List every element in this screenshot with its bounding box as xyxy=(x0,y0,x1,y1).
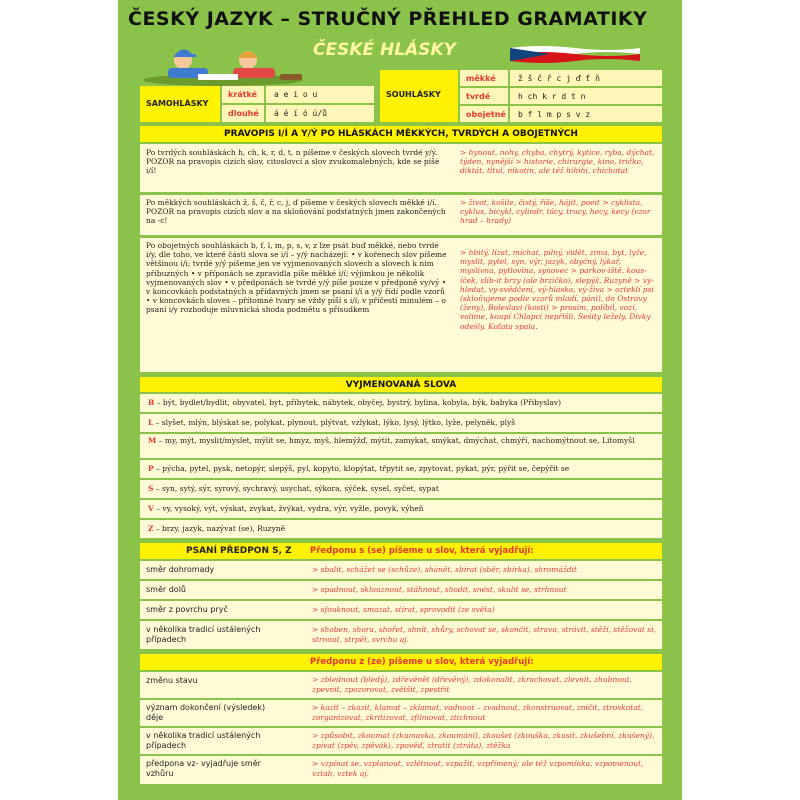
prefix-row-label: směr dolů xyxy=(146,585,186,594)
soft-label: měkké xyxy=(466,74,496,83)
listed-letter: S xyxy=(148,484,154,493)
consonants-label: SOUHLÁSKY xyxy=(386,90,441,99)
hard-values: h ch k r d t n xyxy=(518,92,586,101)
listed-letter: L xyxy=(148,418,154,427)
prefix-s-header-bar xyxy=(140,543,662,559)
vowels-long-values-cell xyxy=(266,105,374,122)
consonants-box xyxy=(380,70,458,122)
soft-cell xyxy=(460,70,508,86)
prefix-row-label: v několika tradicí ustálených případech xyxy=(146,731,261,750)
prefix-row-label: předpona vz- vyjadřuje směr vzhůru xyxy=(146,759,261,778)
prefix-row-label: směr dohromady xyxy=(146,565,215,574)
listed-words: – my, mýt, myslit/myslet, mýlit se, hmyz, myš, hlemýžď, mýtit, zamykat, smýkat, dmýchat, chmýří, nachomýtnout se, Litomyšl xyxy=(158,436,635,445)
soft-values: ž š č ř c j ď ť ň xyxy=(518,74,600,83)
prefix-row-examples: > sfouknout, smazat, stírat, sprovodit (ze světa) xyxy=(312,605,495,614)
both-label: obojetné xyxy=(466,110,506,119)
hard-label: tvrdé xyxy=(466,92,491,101)
prefix-row-examples: > zblednout (bledý), zdřevěnět (dřevěný), zdokonalit, zkrachovat, zlevnit, zhubnout, zpevnit, zpozorovat, zvětšit, zpestřit xyxy=(312,675,633,694)
prefix-row-label: v několika tradicí ustálených případech xyxy=(146,625,261,644)
listed-letter: P xyxy=(148,464,154,473)
listed-words: – být, bydlet/bydlit, obyvatel, byt, příbytek, nábytek, obyčej, bystrý, bylina, kobyla, býk, babyka (Přibyslav) xyxy=(156,398,562,407)
listed-row-v xyxy=(140,500,662,518)
prefix-s-row xyxy=(140,581,662,599)
page-title: ČESKÝ JAZYK – STRUČNÝ PŘEHLED GRAMATIKY xyxy=(128,8,648,30)
prefix-row-examples: > způsobit, zkoumat (zkumavka, zkoumání), zkoušet (zkouška, zkusit, zkušební, zkušený), zpívat (zpěv, zpěvák), zpověď, ztratit (ztráta), ztěžka xyxy=(312,731,655,750)
prefix-z-row xyxy=(140,728,662,754)
vowels-label: SAMOHLÁSKY xyxy=(146,99,209,108)
grammar-sheet xyxy=(118,0,682,800)
prefix-s-row xyxy=(140,561,662,579)
vowels-short-cell xyxy=(222,86,264,103)
prefix-row-examples: > vzpínat se, vzplanout, vzlétnout, vzpažit, vzpřímený; ale též vzpomínka, vzpomenout, vztah, vztek aj. xyxy=(312,759,644,778)
vowels-box xyxy=(140,86,220,122)
prefix-row-examples: > shoben, shora, shořet, shnít, shůry, schovat se, skončit, strava, strávit, stěží, stěžovat si, strnout, strpět, svrchu aj. xyxy=(312,625,656,644)
prefix-row-label: význam dokončení (výsledek) děje xyxy=(146,703,266,722)
prefix-z-row xyxy=(140,756,662,784)
listed-row-m xyxy=(140,434,662,458)
rule-ambiguous-examples: > hbitý, lízat, míchat, pilný, vidět, zima, byt, lyže, myslit, pytel, syn, výr, jazyk, obyčný, lýkař, myslivna, pytlovina, synovec > parkov-iště, kous-íček, slib-it brzy (ale brzičko), slepýš, Ruzyně > vy-hledat, vy-svědčení, vý-hláska, vý-živa > ozteklí psi (skloňujeme podle vzorů mladí, páni), do Ostravy (ženy), Boleslavi (kosti) > prosím, políbil, vozí, volíme, koupí Chlapci nepřišli. Sešity ležely. Dívky odešly. Koťata spala. xyxy=(460,248,654,331)
listed-row-b xyxy=(140,394,662,412)
vowels-short-label: krátké xyxy=(228,90,258,99)
rule-soft xyxy=(140,195,662,235)
prefix-z-header-bar xyxy=(140,654,662,670)
both-values: b f l m p s v z xyxy=(518,110,591,119)
vowels-long-label: dlouhé xyxy=(228,109,259,118)
hard-values-cell xyxy=(510,88,662,104)
listed-row-s xyxy=(140,480,662,498)
rule-soft-text: Po měkkých souhláskách ž, š, č, ř, c, j, ď píšeme v českých slovech měkké i/í. POZOR na pravopis cizích slov a na skloňování podstatných jmen zakončených na -c! xyxy=(146,198,446,226)
vowels-long-cell xyxy=(222,105,264,122)
prefix-z-header: Předponu z (ze) píšeme u slov, která vyjadřují: xyxy=(310,657,534,667)
vowels-short-values-cell xyxy=(266,86,374,103)
vowels-short-values: a e i o u xyxy=(274,90,318,99)
children-illustration xyxy=(138,40,308,88)
czech-flag-icon xyxy=(510,44,640,64)
prefix-row-examples: > kazit – zkazit, klamat – zklamat, vadnout – zvadnout, zkonstruovat, zničit, ztroskotat, zorganizovat, zkritizovat, zfilmovat, ztichnout xyxy=(312,703,644,722)
prefix-s-row xyxy=(140,621,662,649)
subtitle: ČESKÉ HLÁSKY xyxy=(313,40,456,60)
prefix-header: PSANÍ PŘEDPON S, Z xyxy=(186,546,292,556)
listed-row-z xyxy=(140,520,662,538)
listed-letter: M xyxy=(148,436,157,445)
rule-ambiguous-text: Po obojetných souhláskách b, f, l, m, p, s, v, z lze psát buď měkké, nebo tvrdé i/y, dle toho, ve které části slova se i/í – y/ý nacházejí: • v kořenech slov píšeme většinou i/í; tvrdé y/ý píšeme jen ve vyjmenovaných slovech a slovech k nim příbuzných • v příponách se zpravidla píše měkké i/í; výjimkou je několik vyjmenovaných slov • v předponách se tvrdé y/ý píše pouze v předponě vy/vý • v koncovkách podstatných a přídavných jmen se psaní i/í a y/ý řídí podle vzorů • v koncovkách sloves – přítomné tvary se vždy píší s i/í; v příčestí minulém – o psaní i/y rozhoduje mluvnická shoda podmětu s přísudkem xyxy=(146,241,447,315)
prefix-z-row xyxy=(140,672,662,698)
prefix-row-examples: > spadnout, sklouznout, stáhnout, shodit, snést, skulit se, strhnout xyxy=(312,585,567,594)
listed-row-p xyxy=(140,460,662,478)
listed-words: – brzy, jazyk, nazývat (se), Ruzyně xyxy=(155,524,286,533)
rule-ambiguous xyxy=(140,238,662,372)
listed-words: – slyšet, mlýn, blýskat se, polykat, plynout, plýtvat, vzlykat, lýko, lysý, lýtko, lyže, pelyněk, plyš xyxy=(155,418,516,427)
prefix-row-label: změnu stavu xyxy=(146,676,198,685)
listed-words: – syn, sytý, sýr, syrový, sychravý, usychat, sýkora, sýček, sysel, syčet, sypat xyxy=(155,484,439,493)
both-cell xyxy=(460,106,508,122)
listed-header: VYJMENOVANÁ SLOVA xyxy=(345,380,457,390)
spelling-header: PRAVOPIS I/Í A Y/Ý PO HLÁSKÁCH MĚKKÝCH, TVRDÝCH A OBOJETNÝCH xyxy=(224,129,578,139)
listed-letter: Z xyxy=(148,524,154,533)
listed-row-l xyxy=(140,414,662,432)
prefix-s-header: Předponu s (se) píšeme u slov, která vyjadřují: xyxy=(310,546,534,556)
rule-soft-examples: > život, košile, čistý, říše, hájit, poeit > cyklista, cyklus, bicykl, cylindr, tácy, trucy, hecy, kecy (vzor hrad – hrady) xyxy=(460,198,651,226)
prefix-row-label: směr z povrchu pryč xyxy=(146,605,228,614)
rule-hard-examples: > hynout, nohy, chyba, chytrý, kytice, ryba, dýchat, týden, nynější > historie, chirurgie, kino, tričko, diktát, titul, nikotin, ale též hihihi, chichotat xyxy=(460,148,655,176)
listed-letter: V xyxy=(148,504,154,513)
rule-hard xyxy=(140,144,662,192)
hard-cell xyxy=(460,88,508,104)
listed-letter: B xyxy=(148,398,155,407)
prefix-s-row xyxy=(140,601,662,619)
listed-words: – pýcha, pytel, pysk, netopýr, slepýš, pyl, kopyto, klopýtat, třpytit se, zpytovat, pykat, pýr, pýřit se, čepýřit se xyxy=(156,464,570,473)
soft-values-cell xyxy=(510,70,662,86)
listed-words: – vy, vysoký, výt, výskat, zvykat, žvýkat, vydra, výr, vyžle, povyk, výheň xyxy=(156,504,424,513)
both-values-cell xyxy=(510,106,662,122)
prefix-z-row xyxy=(140,700,662,726)
rule-hard-text: Po tvrdých souhláskách h, ch, k, r, d, t, n píšeme v českých slovech tvrdé y/ý. POZOR na pravopis cizích slov, citoslovcí a slov zvukomalebných, kde se píše i/í! xyxy=(146,148,440,176)
prefix-row-examples: > sbalit, schážet se (schůze), shánět, sbírat (sběr, sbírka), shromáždit xyxy=(312,565,578,574)
vowels-long-values: á é í ó ú/ů xyxy=(274,109,327,118)
